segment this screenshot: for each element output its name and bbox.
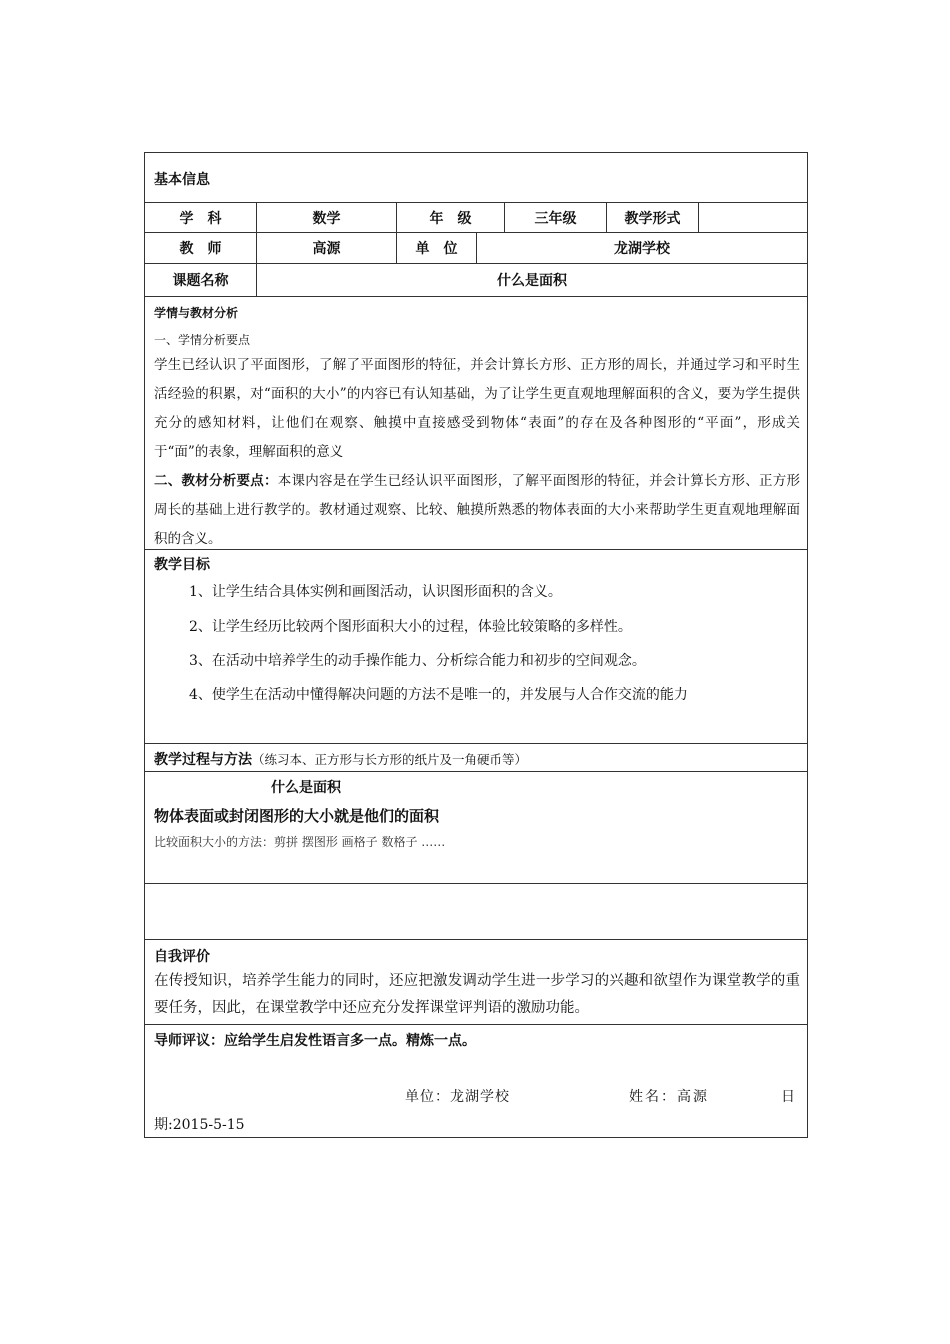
unit-value: 龙湖学校 bbox=[614, 241, 670, 257]
process-methods: 比较面积大小的方法：剪拼 摆图形 画格子 数格子 …… bbox=[154, 835, 446, 849]
process-title: 教学过程与方法 bbox=[154, 752, 252, 768]
mentor-name: 姓名：高源 bbox=[629, 1089, 709, 1105]
goal-item-3: 3、在活动中培养学生的动手操作能力、分析综合能力和初步的空间观念。 bbox=[189, 653, 646, 669]
grade-value: 三年级 bbox=[505, 203, 607, 232]
analysis-sub1: 一、学情分析要点 bbox=[154, 333, 251, 347]
subject-label: 学 科 bbox=[145, 203, 257, 232]
process-content bbox=[144, 771, 808, 884]
process-definition: 物体表面或封闭图形的大小就是他们的面积 bbox=[154, 807, 440, 825]
process-note: （练习本、正方形与长方形的纸片及一角硬币等） bbox=[252, 752, 528, 767]
basic-info-title: 基本信息 bbox=[154, 172, 210, 188]
empty-row bbox=[144, 883, 808, 940]
process-title-line bbox=[154, 749, 527, 769]
teacher-value: 高源 bbox=[257, 233, 397, 263]
goal-item-1: 1、让学生结合具体实例和画图活动，认识图形面积的含义。 bbox=[189, 584, 562, 600]
goal-item-2: 2、让学生经历比较两个图形面积大小的过程，体验比较策略的多样性。 bbox=[189, 619, 632, 635]
analysis-sub2: 二、教材分析要点： bbox=[154, 473, 278, 489]
mentor-title: 导师评议：应给学生启发性语言多一点。精炼一点。 bbox=[154, 1033, 476, 1049]
mentor-date: 期:2015-5-15 bbox=[154, 1117, 245, 1133]
mentor-section bbox=[144, 1024, 808, 1138]
self-eval-title: 自我评价 bbox=[154, 949, 210, 965]
mentor-date-char: 日 bbox=[781, 1089, 795, 1105]
form-label: 教学形式 bbox=[607, 203, 699, 232]
goal-item-4: 4、使学生在活动中懂得解决问题的方法不是唯一的，并发展与人合作交流的能力 bbox=[189, 687, 688, 703]
topic-label: 课题名称 bbox=[145, 264, 257, 296]
process-header bbox=[144, 743, 808, 772]
unit-label: 单 位 bbox=[397, 233, 477, 263]
goals-title: 教学目标 bbox=[154, 557, 210, 573]
self-eval-text: 在传授知识，培养学生能力的同时，还应把激发调动学生进一步学习的兴趣和欲望作为课堂教学的重要任务，因此，在课堂教学中还应充分发挥课堂评判语的激励功能。 bbox=[154, 973, 800, 1016]
self-eval-section bbox=[144, 939, 808, 1025]
analysis-para1: 学生已经认识了平面图形，了解了平面图形的特征，并会计算长方形、正方形的周长，并通过学习和平时生活经验的积累，对“面积的大小”的内容已有认知基础，为了让学生更直观地理解面积的含义，要为学生提供充分的感知材料，让他们在观察、触摸中直接感受到物体“表面”的存在及各种图形的“平面”，形成关于“面”的表象，理解面积的意义 bbox=[154, 357, 800, 460]
form-value bbox=[699, 203, 807, 232]
analysis-section bbox=[144, 296, 808, 550]
analysis-title: 学情与教材分析 bbox=[154, 306, 239, 320]
topic-value: 什么是面积 bbox=[497, 273, 567, 289]
mentor-unit: 单位：龙湖学校 bbox=[405, 1089, 510, 1105]
goals-section bbox=[144, 549, 808, 744]
analysis-para2-block bbox=[154, 467, 800, 554]
basic-info-header bbox=[144, 152, 808, 203]
analysis-para2: 本课内容是在学生已经认识平面图形，了解平面图形的特征，并会计算长方形、正方形周长的基础上进行教学的。教材通过观察、比较、触摸所熟悉的物体表面的大小来帮助学生更直观地理解面积的含义。 bbox=[154, 473, 800, 547]
teacher-label: 教 师 bbox=[145, 233, 257, 263]
info-row-topic bbox=[144, 263, 808, 297]
info-row-teacher bbox=[144, 232, 808, 264]
info-row-subject bbox=[144, 202, 808, 233]
subject-value: 数学 bbox=[257, 203, 397, 232]
process-heading: 什么是面积 bbox=[271, 780, 341, 796]
grade-label: 年 级 bbox=[397, 203, 505, 232]
